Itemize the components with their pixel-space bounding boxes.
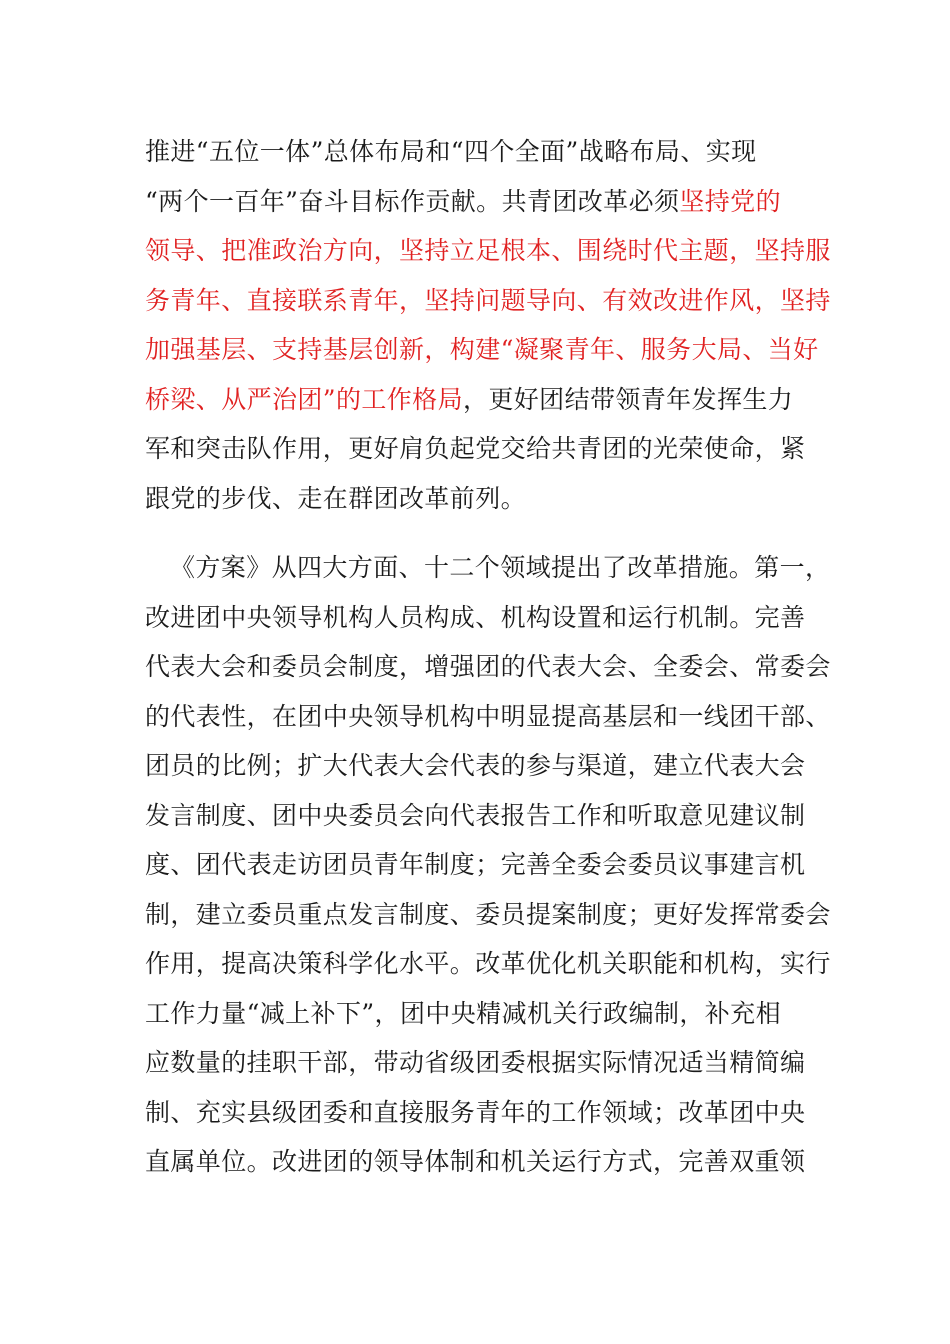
- text-line: 的代表性，在团中央领导机构中明显提高基层和一线团干部、: [145, 701, 831, 731]
- text-line: [145, 424, 810, 474]
- emphasized-text-line: [145, 226, 831, 276]
- text-line: 改进团中央领导机构人员构成、机构设置和运行机制。完善: [145, 602, 806, 632]
- paragraph-reform-measures: [145, 543, 831, 1187]
- emphasized-text: 桥梁、从严治团”的工作格局: [145, 384, 463, 414]
- text-line: 应数量的挂职干部，带动省级团委根据实际情况适当精简编: [145, 1048, 806, 1077]
- text-run: ，更好团结带领青年发挥生力: [462, 384, 794, 414]
- text-run: 跟党的步伐、走在群团改革前列。: [145, 483, 527, 513]
- emphasized-text-line: [145, 325, 819, 375]
- text-line: 工作力量“减上补下”，团中央精减机关行政编制，补充相: [145, 998, 781, 1028]
- emphasized-text: 加强基层、支持基层创新，构建“凝聚青年、服务大局、当好: [145, 335, 819, 364]
- text-run: “两个一百年”奋斗目标作贡献。共青团改革必须: [145, 186, 680, 216]
- text-line: 代表大会和委员会制度，增强团的代表大会、全委会、常委会: [145, 652, 831, 681]
- text-line: 制、充实县级团委和直接服务青年的工作领域；改革团中央: [145, 1097, 806, 1127]
- text-line: 团员的比例；扩大代表大会代表的参与渠道，建立代表大会: [145, 751, 806, 780]
- text-line: 制，建立委员重点发言制度、委员提案制度；更好发挥常委会: [145, 899, 831, 929]
- text-line: 发言制度、团中央委员会向代表报告工作和听取意见建议制: [145, 800, 806, 830]
- text-run: 军和突击队作用，更好肩负起党交给共青团的光荣使命，紧: [145, 434, 806, 463]
- emphasized-text: 务青年、直接联系青年，坚持问题导向、有效改进作风，坚持: [145, 285, 831, 315]
- text-line: 作用，提高决策科学化水平。改革优化机关职能和机构，实行: [145, 949, 831, 978]
- text-line: 直属单位。改进团的领导体制和机关运行方式，完善双重领: [145, 1147, 806, 1176]
- emphasized-text-line: [145, 276, 831, 326]
- text-line: 度、团代表走访团员青年制度；完善全委会委员议事建言机: [145, 850, 806, 879]
- text-run: 推进“五位一体”总体布局和“四个全面”战略布局、实现: [145, 137, 757, 166]
- emphasized-text: 坚持党的: [679, 186, 781, 216]
- paragraph-reform-principles: [145, 127, 831, 523]
- text-line: [145, 177, 810, 227]
- emphasized-text: 领导、把准政治方向，坚持立足根本、围绕时代主题，坚持服: [145, 236, 831, 265]
- text-line: 《方案》从四大方面、十二个领域提出了改革措施。第一，: [170, 553, 831, 582]
- text-line: [145, 474, 810, 524]
- text-line: [145, 127, 810, 177]
- text-line: [145, 375, 810, 425]
